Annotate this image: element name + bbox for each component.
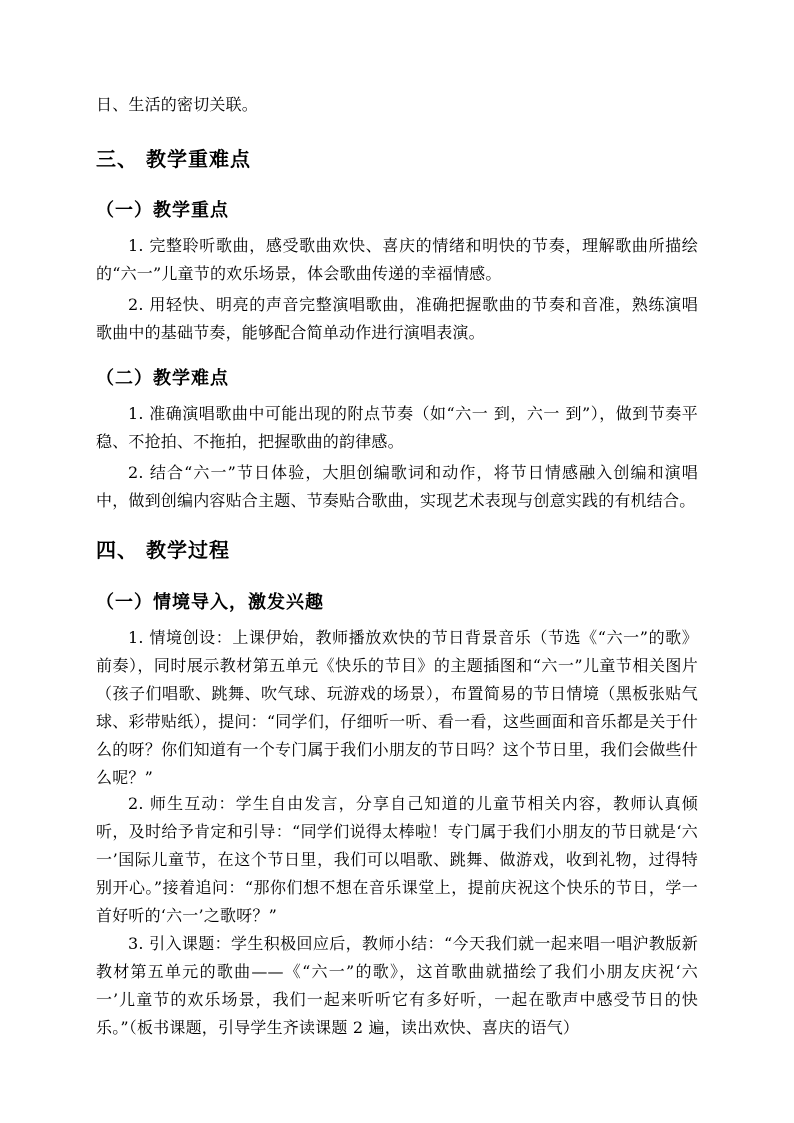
key-point-paragraph-2: 2. 用轻快、明亮的声音完整演唱歌曲，准确把握歌曲的节奏和音准，熟练演唱歌曲中的基础节奏，能够配合简单动作进行演唱表演。 [96,295,698,342]
section-4-heading: 四、 教学过程 [96,538,230,562]
process-paragraph-2: 2. 师生互动：学生自由发言，分享自己知道的儿童节相关内容，教师认真倾听，及时给予肯定和引导：“同学们说得太棒啦！专门属于我们小朋友的节日就是‘六一’国际儿童节，在这个节日里，我们可以唱歌、跳舞、做游戏，收到礼物，过得特别开心。”接着追问：“那你们想不想在音乐课堂上，提前庆祝这个快乐的节日，学一首好听的‘六一’之歌呀？” [96,794,698,925]
section-4-subheading-1: （一）情境导入，激发兴趣 [96,592,324,613]
intro-tail-paragraph: 日、生活的密切关联。 [96,95,259,114]
difficulty-paragraph-2: 2. 结合“六一”节日体验，大胆创编歌词和动作，将节日情感融入创编和演唱中，做到创编内容贴合主题、节奏贴合歌曲，实现艺术表现与创意实践的有机结合。 [96,463,698,510]
section-3-subheading-2: （二）教学难点 [96,368,229,389]
process-paragraph-3: 3. 引入课题：学生积极回应后，教师小结：“今天我们就一起来唱一唱沪教版新教材第五单元的歌曲——《“六一”的歌》，这首歌曲就描绘了我们小朋友庆祝‘六一’儿童节的欢乐场景，我们一起来听听它有多好听，一起在歌声中感受节日的快乐。”（板书课题，引导学生齐读课题 2 遍，读出欢快、喜庆的语气） [96,934,698,1037]
process-paragraph-1: 1. 情境创设：上课伊始，教师播放欢快的节日背景音乐（节选《“六一”的歌》前奏），同时展示教材第五单元《快乐的节目》的主题插图和“六一”儿童节相关图片（孩子们唱歌、跳舞、吹气球、玩游戏的场景），布置简易的节日情境（黑板张贴气球、彩带贴纸），提问：“同学们，仔细听一听、看一看，这些画面和音乐都是关于什么的呀？你们知道有一个专门属于我们小朋友的节日吗？这个节日里，我们会做些什么呢？” [96,628,698,787]
key-point-paragraph-1: 1. 完整聆听歌曲，感受歌曲欢快、喜庆的情绪和明快的节奏，理解歌曲所描绘的“六一”儿童节的欢乐场景，体会歌曲传递的幸福情感。 [96,236,698,283]
difficulty-paragraph-1: 1. 准确演唱歌曲中可能出现的附点节奏（如“六一 到，六一 到”），做到节奏平稳、不抢拍、不拖拍，把握歌曲的韵律感。 [96,404,698,451]
section-3-heading: 三、 教学重难点 [96,147,251,171]
section-3-subheading-1: （一）教学重点 [96,200,229,221]
